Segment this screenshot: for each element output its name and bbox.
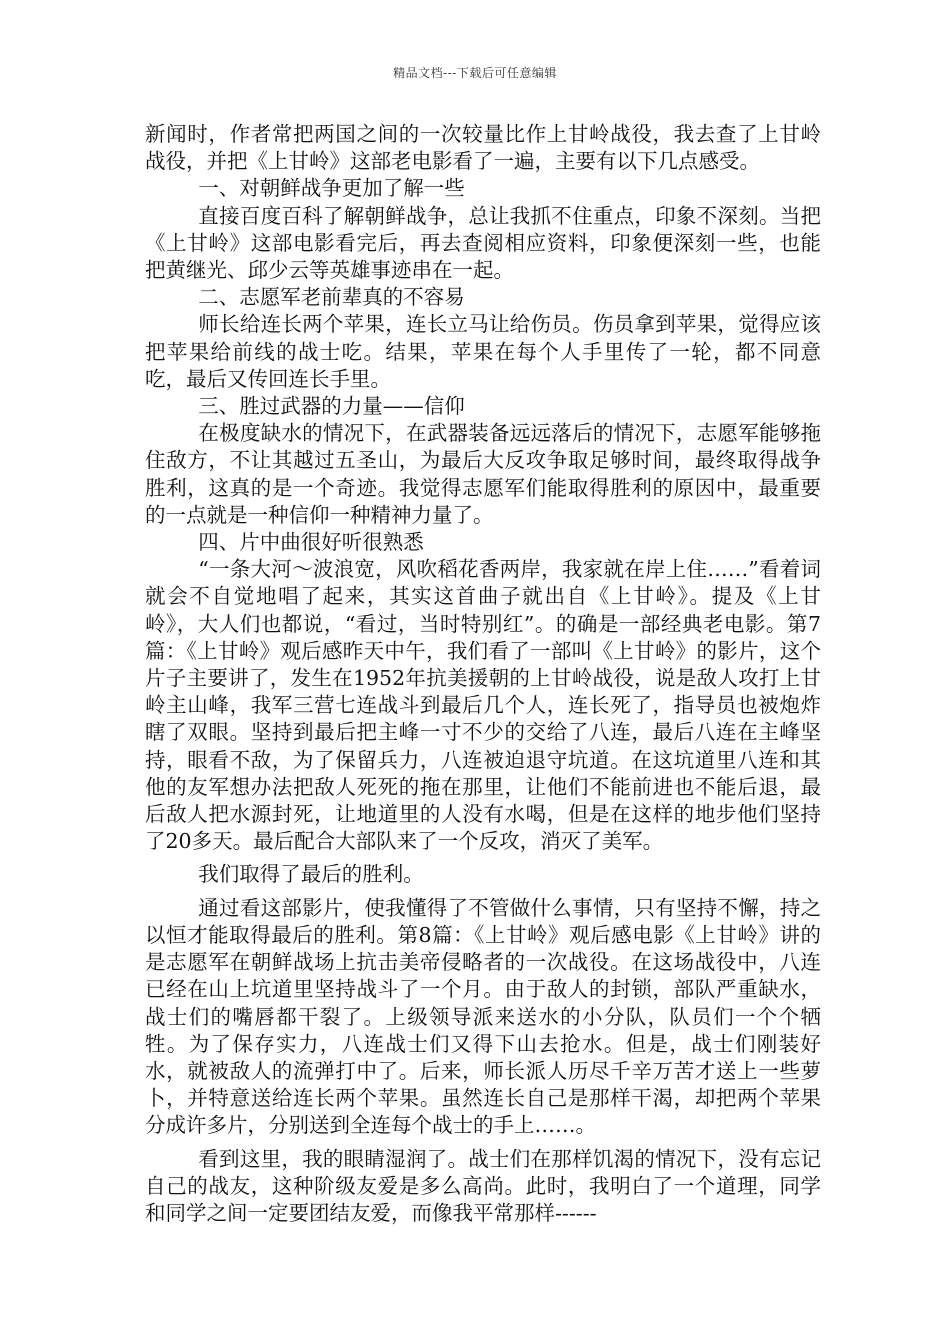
paragraph-6: 通过看这部影片，使我懂得了不管做什么事情，只有坚持不懈，持之以恒才能取得最后的胜利。第8篇：《上甘岭》观后感电影《上甘岭》讲的是志愿军在朝鲜战场上抗击美帝侵略者的一次战役。在这场战役中，八连已经在山上坑道里坚持战斗了一个月。由于敌人的封锁，部队严重缺水，战士们的嘴唇都干裂了。上级领导派来送水的小分队，队员们一个个牺牲。为了保存实力，八连战士们又得下山去抢水。但是，战士们刚装好水，就被敌人的流弹打中了。后来，师长派人历尽千辛万苦才送上一些萝卜，并特意送给连长两个苹果。虽然连长自己是那样干渴，却把两个苹果分成许多片，分别送到全连每个战士的手上……。	[145, 895, 821, 1138]
paragraph-5: 我们取得了最后的胜利。	[198, 862, 424, 887]
paragraph-4: “一条大河～波浪宽，风吹稻花香两岸，我家就在岸上住……”看着词就会不自觉地唱了起来，其实这首曲子就出自《上甘岭》。提及《上甘岭》，大人们也都说，“看过，当时特别红”。的确是一部经典老电影。第7篇：《上甘岭》观后感昨天中午，我们看了一部叫《上甘岭》的影片，这个片子主要讲了，发生在1952年抗美援朝的上甘岭战役，说是敌人攻打上甘岭主山峰，我军三营七连战斗到最后几个人，连长死了，指导员也被炮炸瞎了双眼。坚持到最后把主峰一寸不少的交给了八连，最后八连在主峰坚持，眼看不敌，为了保留兵力，八连被迫退守坑道。在这坑道里八连和其他的友军想办法把敌人死死的拖在那里，让他们不能前进也不能后退，最后敌人把水源封死，让地道里的人没有水喝，但是在这样的地步他们坚持了20多天。最后配合大部队来了一个反攻，消灭了美军。	[145, 557, 821, 854]
section-heading-4: 四、片中曲很好听很熟悉	[198, 530, 424, 555]
document-body	[145, 121, 821, 1227]
paragraph-2: 师长给连长两个苹果，连长立马让给伤员。伤员拿到苹果，觉得应该把苹果给前线的战士吃。结果，苹果在每个人手里传了一轮，都不同意吃，最后又传回连长手里。	[145, 312, 821, 391]
section-heading-3: 三、胜过武器的力量——信仰	[198, 394, 465, 419]
paragraph-7: 看到这里，我的眼睛湿润了。战士们在那样饥渴的情况下，没有忘记自己的战友，这种阶级友爱是多么高尚。此时，我明白了一个道理，同学和同学之间一定要团结友爱，而像我平常那样------	[145, 1146, 821, 1225]
section-heading-1: 一、对朝鲜战争更加了解一些	[198, 176, 465, 201]
page-header: 精品文档---下载后可任意编辑	[393, 66, 557, 80]
paragraph-intro: 新闻时，作者常把两国之间的一次较量比作上甘岭战役，我去查了上甘岭战役，并把《上甘岭》这部老电影看了一遍，主要有以下几点感受。	[145, 122, 821, 174]
paragraph-3: 在极度缺水的情况下，在武器装备远远落后的情况下，志愿军能够拖住敌方，不让其越过五圣山，为最后大反攻争取足够时间，最终取得战争胜利，这真的是一个奇迹。我觉得志愿军们能取得胜利的原因中，最重要的一点就是一种信仰一种精神力量了。	[145, 421, 821, 527]
section-heading-2: 二、志愿军老前辈真的不容易	[198, 285, 465, 310]
paragraph-1: 直接百度百科了解朝鲜战争，总让我抓不住重点，印象不深刻。当把《上甘岭》这部电影看完后，再去查阅相应资料，印象便深刻一些，也能把黄继光、邱少云等英雄事迹串在一起。	[145, 203, 821, 283]
